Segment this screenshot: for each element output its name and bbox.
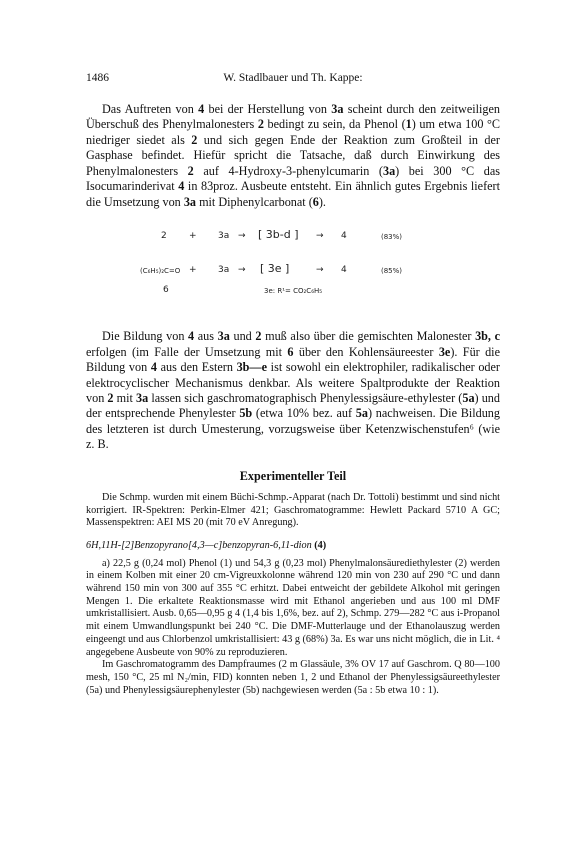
section-heading-experimental: Experimenteller Teil [239,468,347,483]
running-header [86,70,500,86]
scheme-product-4: 4 [341,231,347,242]
compound-number: (4) [314,539,327,551]
intro-paragraph: Das Auftreten von 4 bei der Herstellung von 3a scheint durch den zeitweiligen Überschuß des Phenylmalonesters 2 bedingt zu sein, da Phenol (1) um etwa 100 °C niedriger siedet als 2 und sich gegen Ende der Reaktion zum Großteil in der Gasphase befindet. Hiefür spricht die Tatsache, daß durch Einwirkung des Phenylmalonesters 2 auf 4-Hydroxy-3-phenylcumarin (3a) bei 300 °C das Isocumarinderivat 4 in 83proz. Ausbeute entsteht. Ein ähnlich gutes Ergebnis liefert die Umsetzung von 3a mit Diphenylcarbonat (6). [86,102,501,209]
scheme-reactant-6: (C₆H₅)₂C=O [140,267,181,276]
running-head-authors: W. Stadlbauer und Th. Kappe: [223,72,363,84]
methods-paragraph: Die Schmp. wurden mit einem Büchi-Schmp.-Apparat (nach Dr. Tottoli) bestimmt und sind nicht korrigiert. IR-Spektren: Perkin-Elmer 421; Gaschromatogramme: Hewlett Packard 5710 A GC; Massenspektren: AEI MS 20 (mit 70 eV Anregung). [86,491,500,529]
scheme-reactant-2: 2 [161,231,167,242]
gc-paragraph: Im Gaschromatogramm des Dampfraumes (2 m Glassäule, 3% OV 17 auf Gaschrom. Q 80—100 mesh, 150 °C, 25 ml N₂/min, FID) konnten neben 1, 2 und Ethanol der Phenylessigsäureethylester (5a) und Phenylessigsäurephenylester (5b) nachgewiesen werden (5a : 5b etwa 10 : 1). [86,659,500,696]
scheme-label-6: 6 [163,285,169,296]
scheme-note-3e: 3e: R¹= CO₂C₆H₅ [264,287,323,296]
compound-name: 6H,11H-[2]Benzopyrano[4,3—c]benzopyran-6,11-dion [86,539,312,551]
reaction-scheme: 2 + 3a → [ 3b-d ] → 4 (83%) (C₆H₅)₂C=O + 3a → [ 3e ] → 4 (85%) 6 3e: R¹= CO₂C₆H₅ [86,219,500,319]
scheme-yield-2: (85%) [381,267,403,276]
scheme-yield-1: (83%) [381,233,403,242]
compound-heading [86,540,500,553]
scheme-intermediate-3b-d: [ 3b-d ] [258,228,299,242]
procedure-a-paragraph: a) 22,5 g (0,24 mol) Phenol (1) und 54,3 g (0,23 mol) Phenylmalonsäurediethylester (2) werden in einem Kolben mit einer 20 cm-Vigreuxkolonne während 120 min von 230 auf 290 °C und dann während 150 min von 300 auf 355 °C erhitzt. Dabei entweicht der gebildete Alkohol mit geringen Mengen 1. Die erkaltete Reaktionsmasse wird mit Ethanol angerieben und aus 100 ml DMF umkristallisiert. Ausb. 0,65—0,95 g 4 (1,4 bis 1,6%, bez. auf 2), Schmp. 279—282 °C aus i-Propanol mit einem Umwandlungspunkt bei 240 °C. Die DMF-Mutterlauge und der Ethanolauszug werden eingeengt und aus Chlorbenzol umkristallisiert: 43 g (68%) 3a. Es war uns nicht möglich, die in Lit. ⁴ angegebene Ausbeute von 90% zu reproduzieren. [86,557,500,658]
discussion-paragraph: Die Bildung von 4 aus 3a und 2 muß also über die gemischten Malonester 3b, c erfolgen (im Falle der Umsetzung mit 6 über den Kohlensäureester 3e). Für die Bildung von 4 aus den Estern 3b—e ist sowohl ein elektrophiler, radikalischer oder elektrocyclischer Mechanismus denkbar. Als weitere Spaltprodukte der Reaktion von 2 mit 3a lassen sich gaschromatographisch Phenylessigsäure-ethylester (5a) und der entsprechende Phenylester 5b (etwa 10% bez. auf 5a) nachweisen. Die Bildung des letzteren ist durch Umesterung, vorzugsweise über Ketenzwischenstufen⁶ (wie z. B. [86,329,501,452]
page [86,70,500,697]
scheme-reactant-3a: 3a [218,231,230,242]
page-number: 1486 [86,72,109,84]
scheme-intermediate-3e: [ 3e ] [260,262,290,276]
